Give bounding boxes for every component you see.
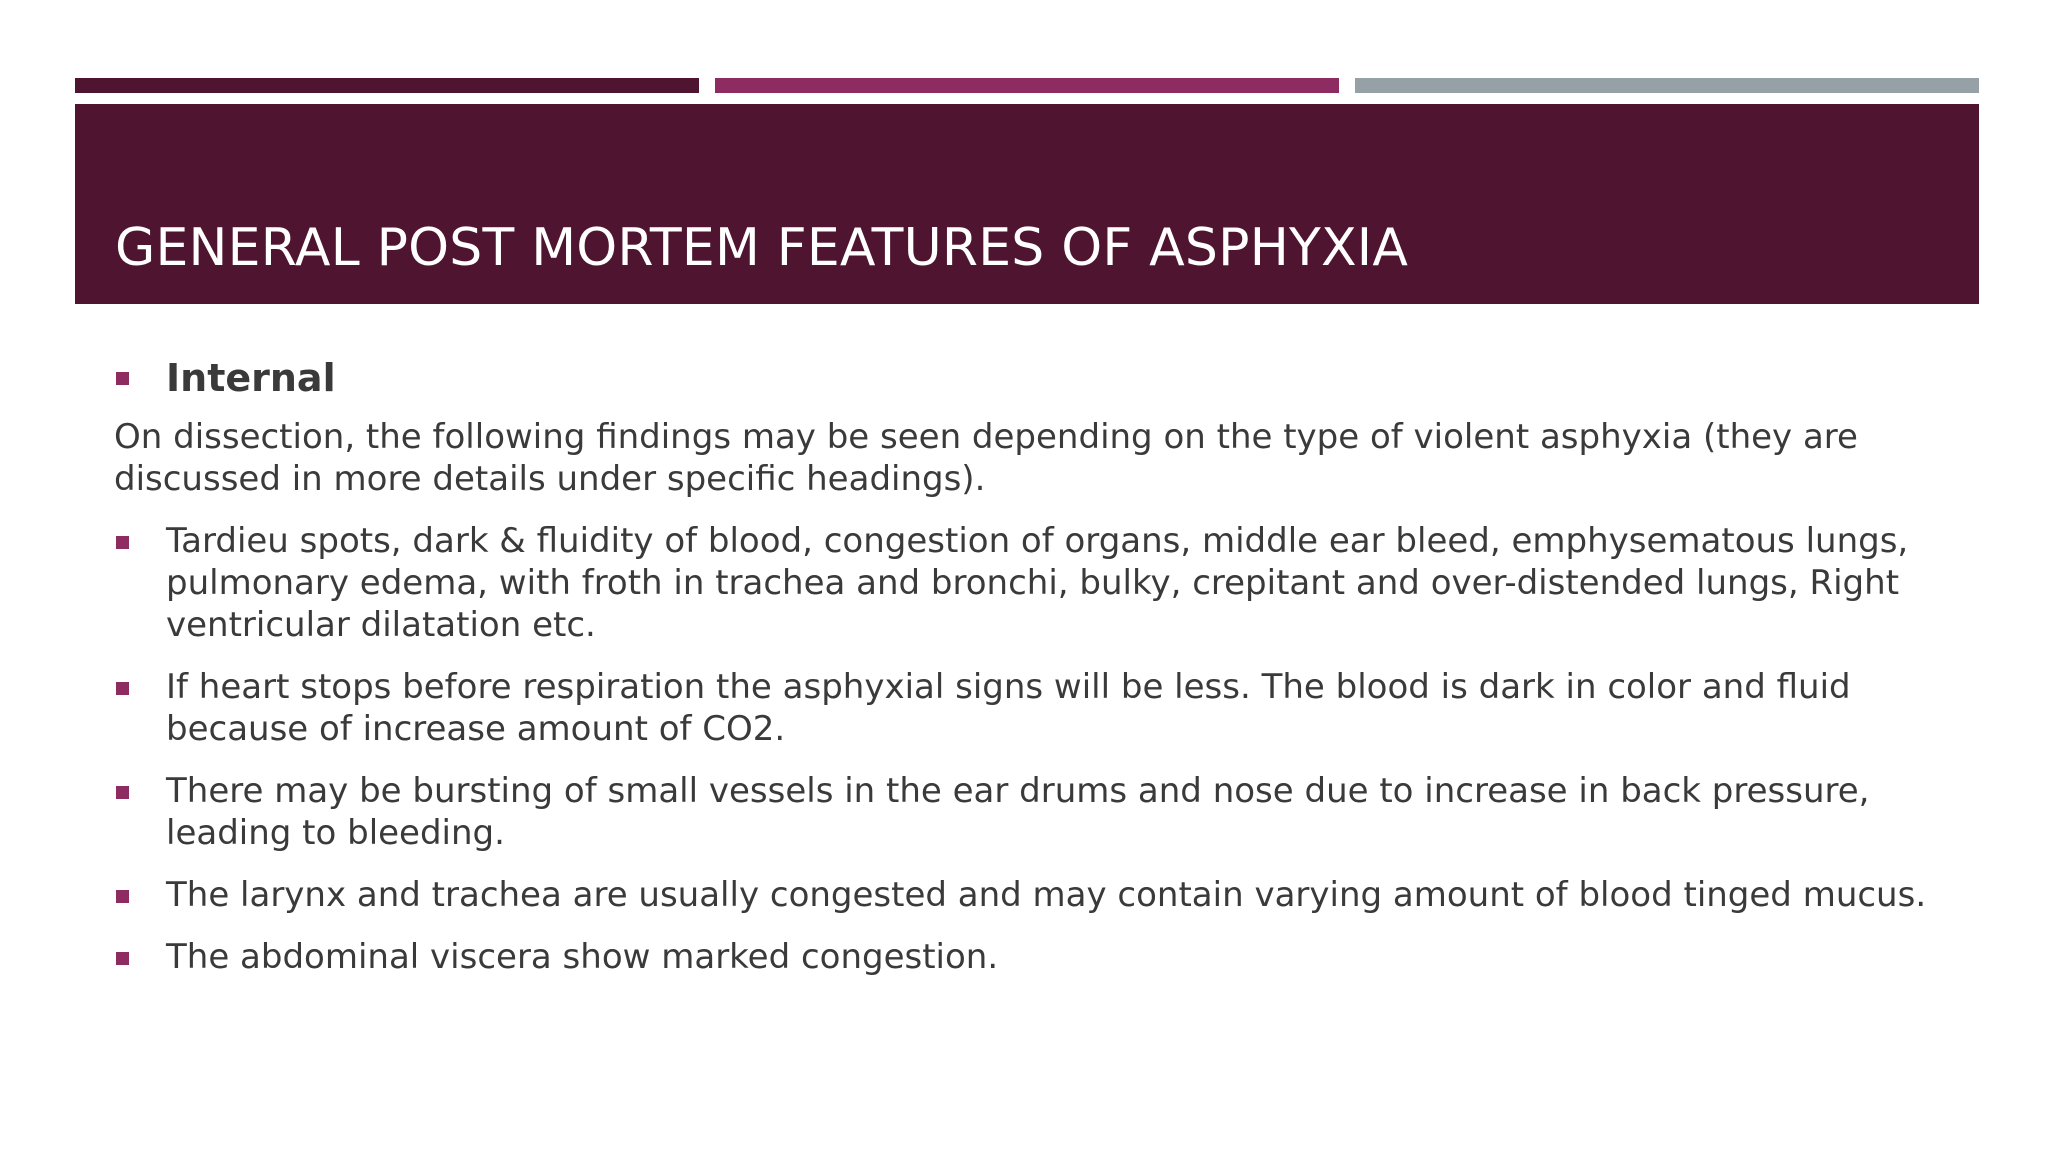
bullet-item <box>114 666 1954 750</box>
square-bullet-icon <box>116 952 129 965</box>
square-bullet-icon <box>116 890 129 903</box>
bullet-text: There may be bursting of small vessels in the ear drums and nose due to increase in back pressure, leading to bleeding. <box>166 771 1870 853</box>
square-bullet-icon <box>116 372 129 385</box>
square-bullet-icon <box>116 682 129 695</box>
bullet-item <box>114 770 1954 854</box>
accent-bar-gray <box>1355 78 1979 93</box>
bullet-text: The abdominal viscera show marked congestion. <box>166 937 999 977</box>
square-bullet-icon <box>116 786 129 799</box>
title-band <box>75 104 1979 304</box>
slide-title: GENERAL POST MORTEM FEATURES OF ASPHYXIA <box>115 218 1409 278</box>
section-heading-text: Internal <box>166 356 336 400</box>
bullet-text: If heart stops before respiration the asphyxial signs will be less. The blood is dark in color and fluid because of increase amount of CO2. <box>166 667 1851 749</box>
bullet-item <box>114 936 1954 978</box>
bullet-item <box>114 520 1954 646</box>
accent-bar-dark <box>75 78 699 93</box>
slide-content <box>114 352 1954 998</box>
accent-bar-magenta <box>715 78 1339 93</box>
bullet-item <box>114 874 1954 916</box>
intro-paragraph: On dissection, the following findings may be seen depending on the type of violent asphyxia (they are discussed in more details under specific headings). <box>114 417 1858 499</box>
bullet-text: The larynx and trachea are usually congested and may contain varying amount of blood tinged mucus. <box>166 875 1927 915</box>
bullet-text: Tardieu spots, dark & fluidity of blood, congestion of organs, middle ear bleed, emphysematous lungs, pulmonary edema, with froth in trachea and bronchi, bulky, crepitant and over-distended lungs, Right ventricular dilatation etc. <box>166 521 1909 645</box>
square-bullet-icon <box>116 536 129 549</box>
section-heading <box>114 352 1954 404</box>
